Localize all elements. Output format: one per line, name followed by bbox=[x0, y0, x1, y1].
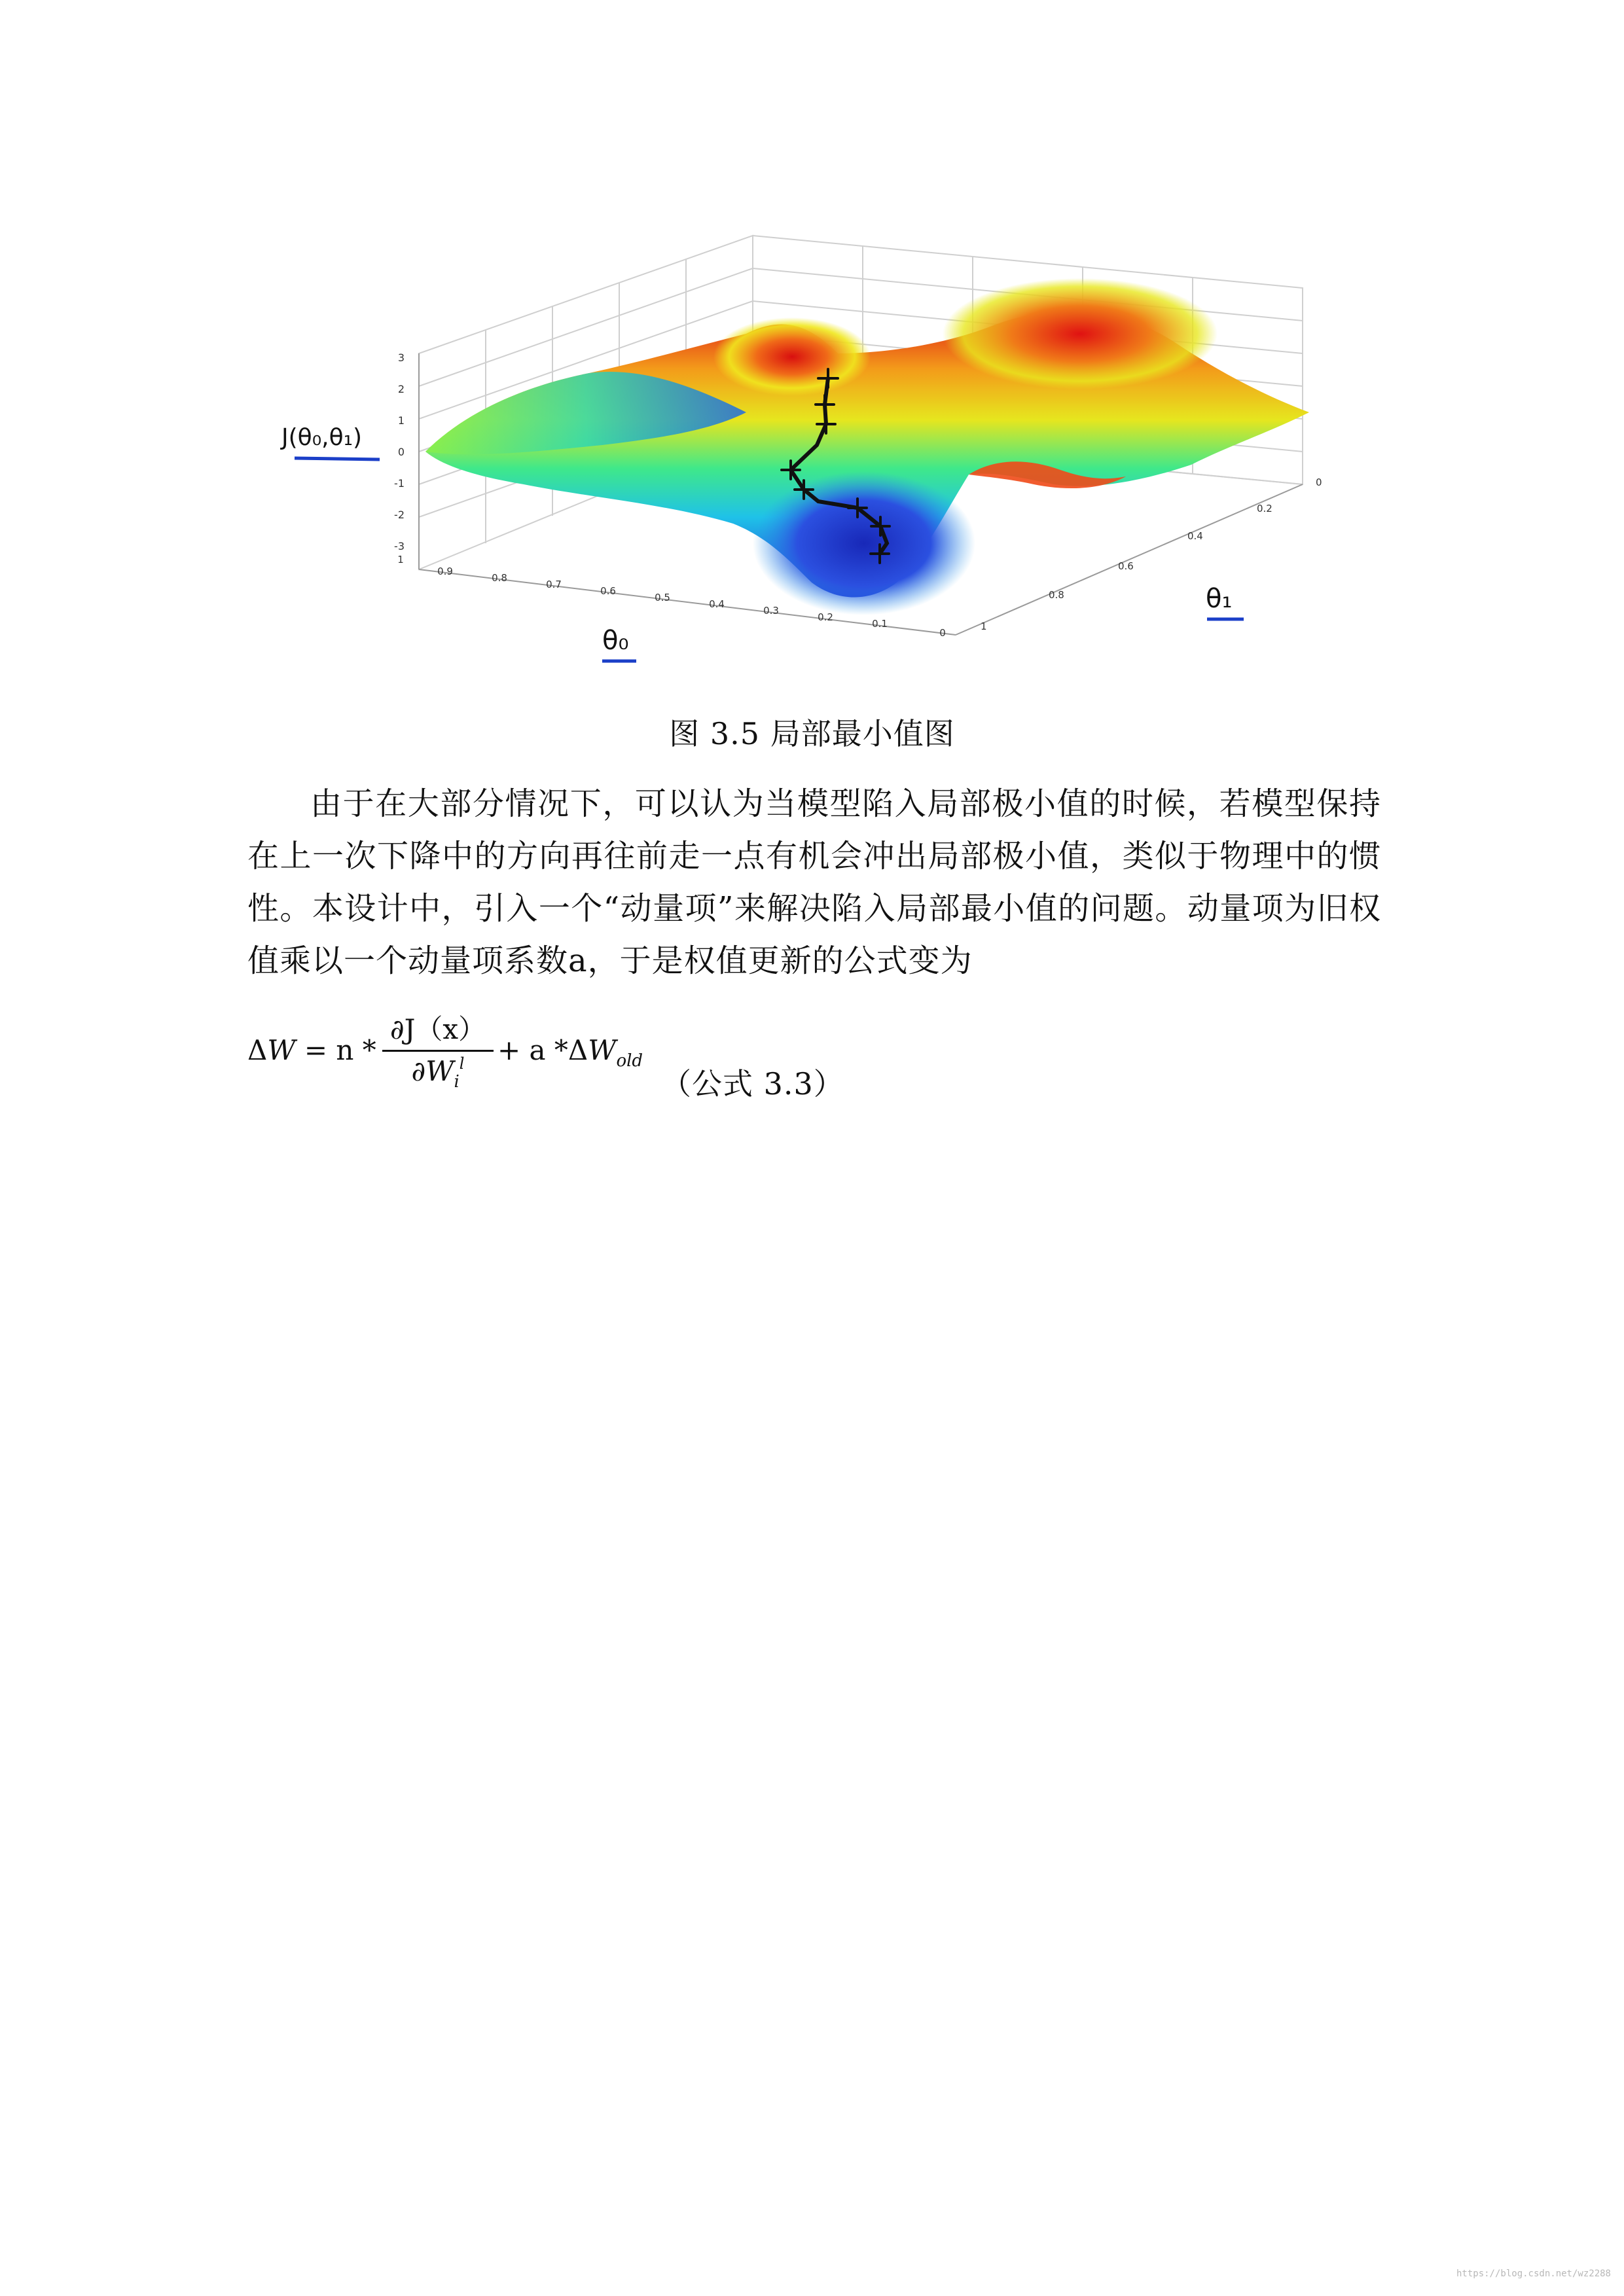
surface-plot bbox=[249, 216, 1388, 687]
formula-rhs bbox=[497, 1034, 643, 1071]
y-tick: 0.4 bbox=[1187, 530, 1203, 542]
formula-plus-a: + a *Δ bbox=[497, 1034, 588, 1066]
y-tick: 0 bbox=[1316, 476, 1322, 488]
z-tick: 2 bbox=[397, 383, 405, 395]
y-tick: 0.8 bbox=[1049, 589, 1064, 601]
fraction-bar bbox=[382, 1050, 494, 1052]
local-minimum-surface-figure bbox=[249, 216, 1388, 687]
z-tick: 1 bbox=[397, 414, 405, 427]
paragraph-text: 由于在大部分情况下，可以认为当模型陷入局部极小值的时候，若模型保持在上一次下降中的方向再往前走一点有机会冲出局部极小值，类似于物理中的惯性。本设计中，引入一个“动量项”来解决陷入局部最小值的问题。动量项为旧权值乘以一个动量项系数a，于是权值更新的公式变为 bbox=[247, 785, 1381, 979]
z-tick: -2 bbox=[394, 509, 405, 521]
den-partial: ∂W bbox=[411, 1055, 454, 1087]
surface-mesh bbox=[425, 278, 1309, 615]
z-tick: -1 bbox=[394, 477, 405, 490]
delta-symbol: Δ bbox=[247, 1034, 268, 1066]
z-axis-ticks bbox=[394, 351, 405, 552]
theta1-axis-label: θ₁ bbox=[1206, 584, 1233, 614]
x-tick: 0.1 bbox=[872, 618, 888, 630]
z-tick: 3 bbox=[397, 351, 405, 364]
fraction-denominator bbox=[382, 1054, 494, 1092]
y-tick: 0.2 bbox=[1257, 503, 1272, 514]
x-tick: 1 bbox=[397, 554, 404, 565]
x-tick: 0 bbox=[939, 627, 946, 639]
figure-caption: 图 3.5 局部最小值图 bbox=[669, 716, 955, 751]
x-tick: 0.9 bbox=[437, 565, 453, 577]
x-tick: 0.5 bbox=[655, 592, 670, 603]
fraction-numerator: ∂J（x） bbox=[389, 1013, 486, 1045]
y-tick: 1 bbox=[981, 620, 987, 632]
x-tick: 0.4 bbox=[709, 598, 725, 610]
rhs-subscript: old bbox=[616, 1051, 643, 1071]
formula-equals-n: = n * bbox=[295, 1034, 376, 1066]
den-subscript: i bbox=[454, 1072, 460, 1092]
den-superscript: l bbox=[459, 1054, 465, 1073]
z-tick: -3 bbox=[394, 540, 405, 552]
watermark: https://blog.csdn.net/wz2288 bbox=[1456, 2269, 1611, 2279]
x-tick: 0.8 bbox=[492, 572, 507, 584]
theta0-axis-label: θ₀ bbox=[602, 626, 629, 656]
x-tick: 0.3 bbox=[763, 605, 779, 617]
x-tick: 0.7 bbox=[546, 579, 562, 590]
body-paragraph bbox=[247, 778, 1381, 987]
z-axis-label: J(θ₀,θ₁) bbox=[281, 424, 363, 451]
formula-lhs bbox=[247, 1034, 376, 1066]
z-axis-label-underline bbox=[295, 458, 380, 459]
formula-var-w: W bbox=[267, 1034, 296, 1066]
x-tick: 0.6 bbox=[600, 585, 616, 597]
theta1-axis-ticks bbox=[981, 476, 1322, 632]
z-tick: 0 bbox=[397, 446, 405, 458]
formula-number: （公式 3.3） bbox=[661, 1066, 844, 1102]
formula-fraction bbox=[382, 1008, 494, 1092]
y-tick: 0.6 bbox=[1118, 560, 1134, 572]
formula-rhs-var: W bbox=[588, 1034, 617, 1066]
x-tick: 0.2 bbox=[818, 611, 833, 623]
